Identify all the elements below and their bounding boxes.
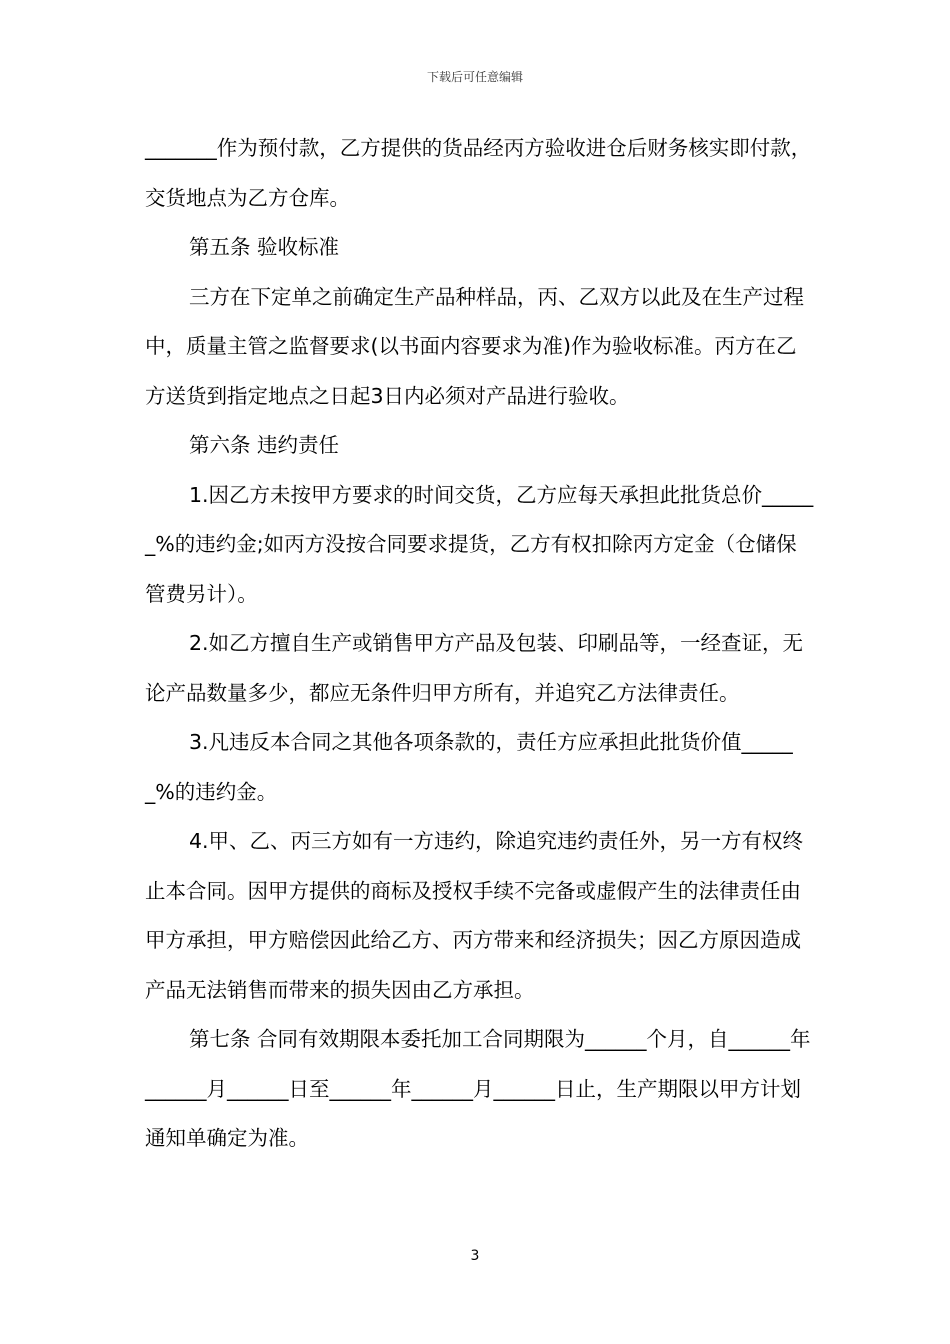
clause-6-3: 3.凡违反本合同之其他各项条款的，责任方应承担此批货价值______%的违约金。: [145, 730, 793, 804]
article-5-heading: 第五条 验收标准: [189, 235, 340, 259]
clause-6-2: 2.如乙方擅自生产或销售甲方产品及包装、印刷品等，一经查证，无论产品数量多少，都应无条件归甲方所有，并追究乙方法律责任。: [145, 631, 804, 705]
paragraph-payment-terms: _______作为预付款，乙方提供的货品经丙方验收进仓后财务核实即付款，交货地点为乙方仓库。: [145, 136, 812, 210]
clause-6-4: 4.甲、乙、丙三方如有一方违约，除追究违约责任外，另一方有权终止本合同。因甲方提供的商标及授权手续不完备或虚假产生的法律责任由甲方承担，甲方赔偿因此给乙方、丙方带来和经济损失；因乙方原因造成产品无法销售而带来的损失因由乙方承担。: [145, 829, 804, 1002]
document-body: [145, 124, 815, 1164]
page-header: 下载后可任意编辑: [426, 70, 523, 84]
article-7-paragraph: 第七条 合同有效期限本委托加工合同期限为______个月，自______年______月______日至______年______月______日止，生产期限以甲方计划通知单确定为准。: [145, 1027, 811, 1150]
article-6-heading: 第六条 违约责任: [189, 433, 340, 457]
paragraph-acceptance-standard: 三方在下定单之前确定生产品种样品，丙、乙双方以此及在生产过程中，质量主管之监督要求(以书面内容要求为准)作为验收标准。丙方在乙方送货到指定地点之日起3日内必须对产品进行验收。: [145, 284, 804, 408]
clause-6-1: 1.因乙方未按甲方要求的时间交货，乙方应每天承担此批货总价______%的违约金;如丙方没按合同要求提货，乙方有权扣除丙方定金（仓储保管费另计）。: [145, 482, 814, 606]
page-number: 3: [470, 1248, 480, 1264]
